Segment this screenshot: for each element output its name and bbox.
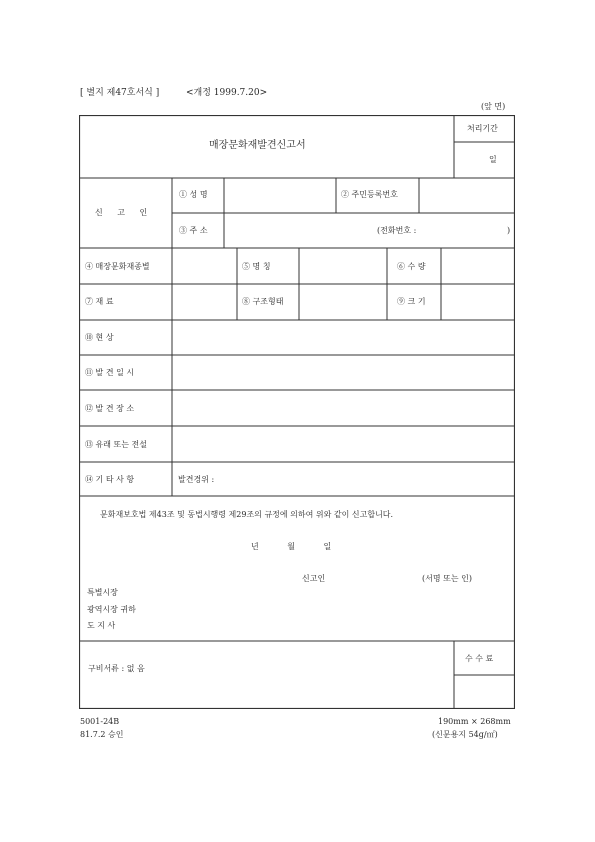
other-value: 발견경위 : xyxy=(178,475,215,484)
approval-date: 81.7.2 승인 xyxy=(80,730,124,739)
paper-size: 190mm × 268mm xyxy=(438,717,511,726)
processing-period-value: 일 xyxy=(489,155,497,164)
discovery-place-field[interactable] xyxy=(173,391,514,425)
paper-type: (신문용지 54g/㎡) xyxy=(432,730,498,739)
address-label: ③ 주 소 xyxy=(179,226,208,235)
size-field[interactable] xyxy=(442,285,514,319)
quantity-label: ⑥ 수 량 xyxy=(397,262,426,271)
structure-field[interactable] xyxy=(300,285,386,319)
size-label: ⑨ 크 기 xyxy=(397,297,426,306)
phone-close-paren: ) xyxy=(507,226,511,235)
condition-field[interactable] xyxy=(173,321,514,354)
signer-label: 신고인 xyxy=(302,574,326,583)
revision-date: <개정 1999.7.20> xyxy=(186,88,268,98)
other-field[interactable] xyxy=(219,463,514,495)
condition-label: ⑩ 현 상 xyxy=(85,333,114,342)
name-label: ① 성 명 xyxy=(179,190,208,199)
page-side: (앞 면) xyxy=(481,102,506,111)
discovery-place-label: ⑫ 발 견 장 소 xyxy=(85,404,135,413)
origin-label: ⑬ 유래 또는 전설 xyxy=(85,440,147,449)
discovery-date-field[interactable] xyxy=(173,356,514,389)
resident-number-field[interactable] xyxy=(420,179,514,212)
type-label: ④ 매장문화재종별 xyxy=(85,262,150,271)
recipient-metro-city: 광역시장 귀하 xyxy=(87,605,136,614)
item-name-label: ⑤ 명 칭 xyxy=(242,262,271,271)
attachments-label: 구비서류 : 없 음 xyxy=(88,664,145,673)
declaration-form xyxy=(79,115,515,709)
material-field[interactable] xyxy=(173,285,236,319)
form-code: 5001-24B xyxy=(80,717,120,726)
address-field[interactable] xyxy=(225,214,375,247)
form-reference: [ 별지 제47호서식 ] xyxy=(80,88,160,98)
recipient-special-city: 특별시장 xyxy=(87,588,118,597)
structure-label: ⑧ 구조형태 xyxy=(242,297,284,306)
resident-number-label: ② 주민등록번호 xyxy=(341,190,398,199)
declaration-statement: 문화재보호법 제43조 및 동법시행령 제29조의 규정에 의하여 위와 같이 신고합니다. xyxy=(100,510,394,519)
form-title: 매장문화재발견신고서 xyxy=(209,140,306,151)
signature-field[interactable] xyxy=(339,570,419,586)
origin-field[interactable] xyxy=(173,427,514,461)
recipient-governor: 도 지 사 xyxy=(87,621,116,630)
signature-note: (서명 또는 인) xyxy=(422,574,472,583)
processing-period-label: 처리기간 xyxy=(467,124,498,133)
fee-label: 수 수 료 xyxy=(465,654,494,663)
fee-field[interactable] xyxy=(455,676,514,708)
name-field[interactable] xyxy=(225,179,335,212)
type-field[interactable] xyxy=(173,249,236,283)
discovery-date-label: ⑪ 발 견 일 시 xyxy=(85,368,135,377)
date-line: 년 월 일 xyxy=(251,542,332,551)
item-name-field[interactable] xyxy=(300,249,386,283)
other-label: ⑭ 기 타 사 항 xyxy=(85,475,135,484)
phone-label: (전화번호 : xyxy=(377,226,417,235)
reporter-label: 신 고 인 xyxy=(95,208,154,217)
material-label: ⑦ 재 료 xyxy=(85,297,114,306)
quantity-field[interactable] xyxy=(442,249,514,283)
